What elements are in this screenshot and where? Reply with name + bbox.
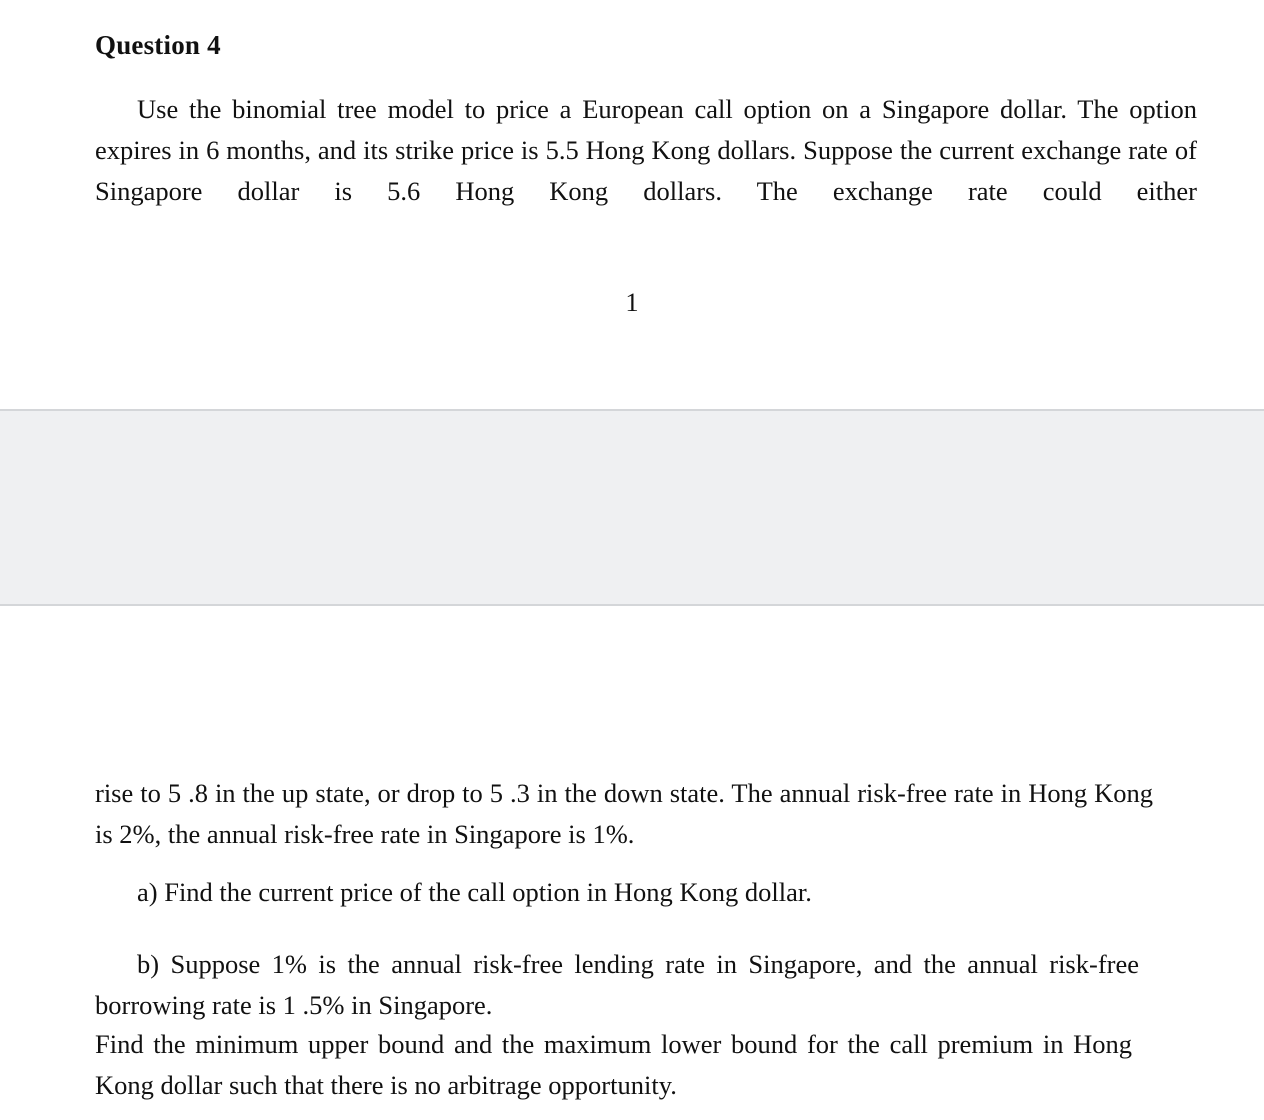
question-continued-paragraph: rise to 5 .8 in the up state, or drop to 5 .3 in the down state. The annual risk-free rate in Hong Kong is 2%, the annual risk-free rate in Singapore is 1%. xyxy=(95,778,1153,849)
document-page-1 xyxy=(0,0,1264,409)
question-intro-paragraph xyxy=(95,89,1197,212)
page-separator xyxy=(0,409,1264,606)
page-number: 1 xyxy=(625,287,639,317)
question-intro-text: Use the binomial tree model to price a European call option on a Singapore dollar. The option expires in 6 months, and its strike price is 5.5 Hong Kong dollars. Suppose the current exchange rate of Singapore dollar is 5.6 Hong Kong dollars. The exchange rate could either xyxy=(95,94,1197,206)
part-b-followup-text: Find the minimum upper bound and the maximum lower bound for the call premium in Hong Kong dollar such that there is no arbitrage opportunity. xyxy=(95,1029,1132,1100)
question-heading: Question 4 xyxy=(95,30,221,60)
part-b-paragraph xyxy=(95,944,1139,1026)
part-b-text: b) Suppose 1% is the annual risk-free lending rate in Singapore, and the annual risk-free borrowing rate is 1 .5% in Singapore. xyxy=(95,949,1139,1020)
document-page-2 xyxy=(0,606,1264,1120)
part-a-text: a) Find the current price of the call option in Hong Kong dollar. xyxy=(137,877,812,907)
